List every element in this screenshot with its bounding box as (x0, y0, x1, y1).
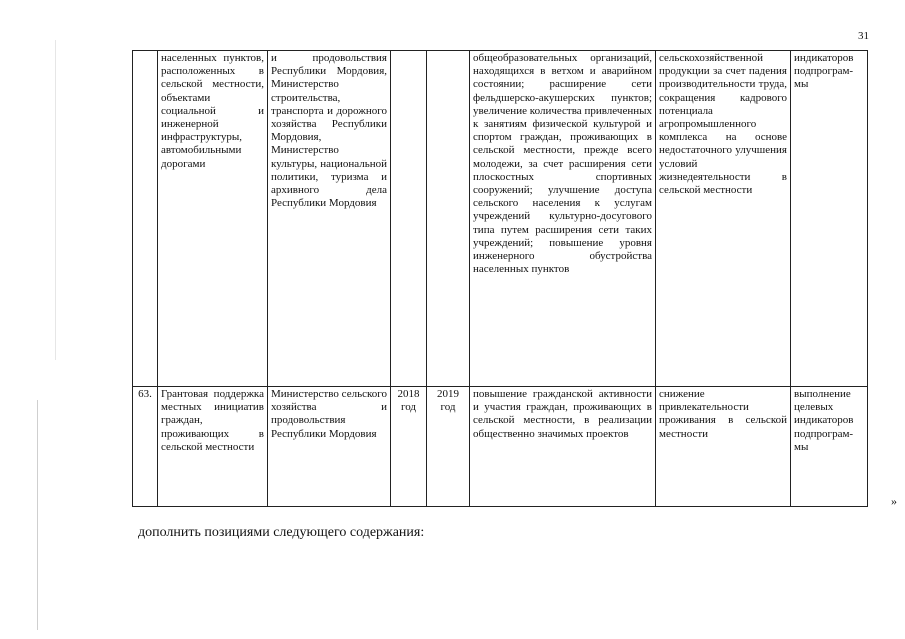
cell-measure-name: населенных пунктов, расположенных в сельской местности, объектами социальной и инженерной инфраструктуры, автомобильными дорогами (158, 51, 268, 387)
cell-executor: Министерство сельского хозяйства и продовольствия Республики Мордовия (268, 387, 391, 507)
table-row (133, 387, 868, 507)
table-row (133, 51, 868, 387)
page-number: 31 (858, 30, 869, 42)
cell-start-year (391, 51, 427, 387)
cell-measure-name: Грантовая поддержка местных инициатив граждан, проживающих в сельской местности (158, 387, 268, 507)
cell-end-year (427, 51, 470, 387)
scan-margin-line (37, 400, 38, 630)
cell-indicator-link: индикаторов подпрограм-мы (791, 51, 868, 387)
amendment-text: дополнить позициями следующего содержания: (138, 525, 425, 540)
cell-number: 63. (133, 387, 158, 507)
closing-quote: » (891, 494, 897, 508)
program-table (132, 50, 868, 507)
cell-start-year: 2018 год (391, 387, 427, 507)
cell-expected-result: общеобразовательных организаций, находящихся в ветхом и аварийном состоянии; расширение сети фельдшерско-акушерских пунктов; увеличение количества привлеченных к занятиям физической культурой и спортом граждан, проживающих в сельской местности, прежде всего молодежи, за счет расширения сети плоскостных спортивных сооружений; улучшение доступа сельского населения к услугам учреждений культурно-досугового типа путем расширения сети таких учреждений; повышение уровня инженерного обустройства населенных пунктов (470, 51, 656, 387)
cell-end-year: 2019 год (427, 387, 470, 507)
cell-expected-result: повышение гражданской активности и участия граждан, проживающих в сельской местности, в реализации общественно значимых проектов (470, 387, 656, 507)
cell-consequence: снижение привлекательности проживания в сельской местности (656, 387, 791, 507)
cell-number (133, 51, 158, 387)
cell-executor: и продовольствия Республики Мордовия, Министерство строительства, транспорта и дорожного хозяйства Республики Мордовия, Министерство культуры, национальной политики, туризма и архивного дела Республики Мордовия (268, 51, 391, 387)
cell-consequence: сельскохозяйственной продукции за счет падения производительности труда, сокращения кадрового потенциала агропромышленного комплекса на основе недостаточного улучшения условий жизнедеятельности в сельской местности (656, 51, 791, 387)
scan-margin-line (55, 40, 56, 360)
cell-indicator-link: выполнение целевых индикаторов подпрограм-мы (791, 387, 868, 507)
